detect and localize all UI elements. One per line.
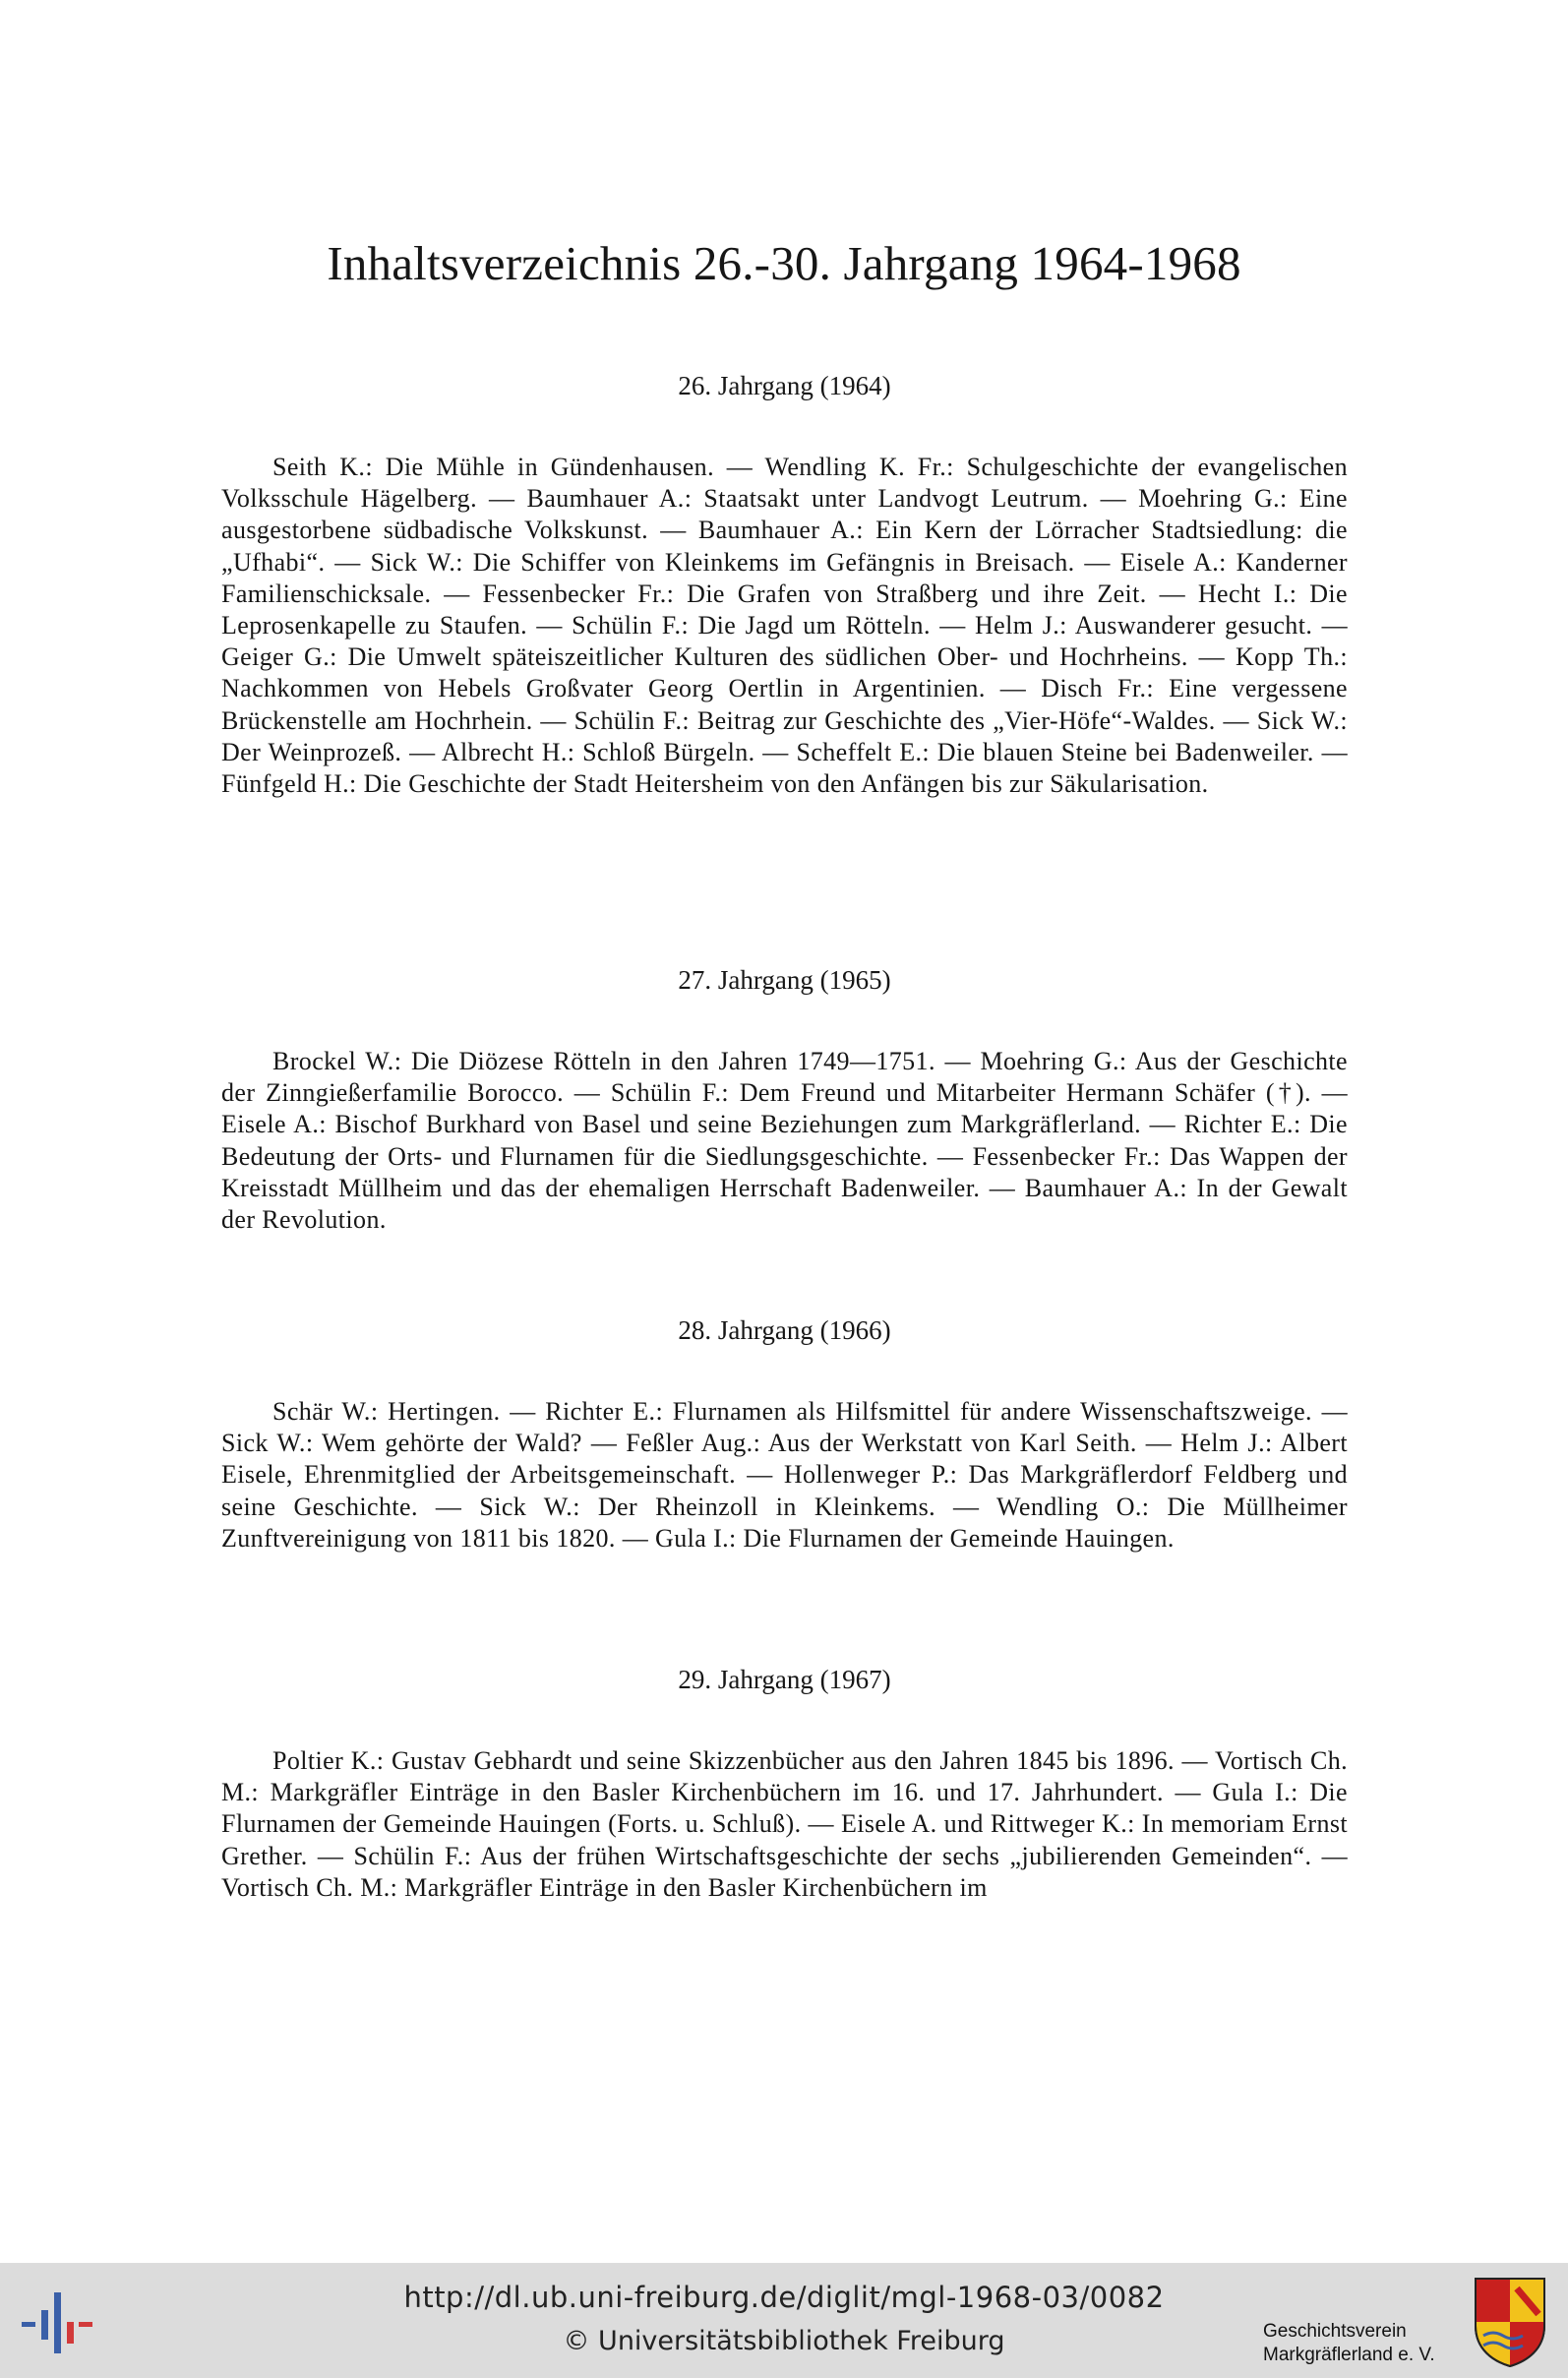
footer-url-link[interactable]: http://dl.ub.uni-freiburg.de/diglit/mgl-1968-03/0082 bbox=[403, 2281, 1165, 2314]
section-heading: 28. Jahrgang (1966) bbox=[678, 1315, 891, 1345]
section-text: Seith K.: Die Mühle in Gündenhausen. — Wendling K. Fr.: Schulgeschichte der evangelischen Volksschule Hägelberg. — Baumhauer A.: Staatsakt unter Landvogt Leutrum. — Moehring G.: Eine ausgestorbene südbadische Volkskunst. — Baumhauer A.: Ein Kern der Lörracher Stadtsiedlung: die „Ufhabi“. — Sick W.: Die Schiffer von Kleinkems im Gefängnis in Breisach. — Eisele A.: Kanderner Familienschicksale. — Fessenbecker Fr.: Die Grafen von Straßberg und ihre Zeit. — Hecht I.: Die Leprosenkapelle zu Staufen. — Schülin F.: Die Jagd um Rötteln. — Helm J.: Auswanderer gesucht. — Geiger G.: Die Umwelt späteiszeitlicher Kulturen des südlichen Ober- und Hochrheins. — Kopp Th.: Nachkommen von Hebels Großvater Georg Oertlin in Argentinien. — Disch Fr.: Eine vergessene Brückenstelle am Hochrhein. — Schülin F.: Beitrag zur Geschichte des „Vier-Höfe“-Waldes. — Sick W.: Der Weinprozeß. — Albrecht H.: Schloß Bürgeln. — Scheffelt E.: Die blauen Steine bei Badenweiler. — Fünfgeld H.: Die Geschichte der Stadt Heitersheim von den Anfängen bis zur Säkularisation. bbox=[221, 453, 1348, 799]
section-29 bbox=[221, 1660, 1348, 1904]
section-heading: 29. Jahrgang (1967) bbox=[678, 1665, 891, 1694]
section-heading: 27. Jahrgang (1965) bbox=[678, 965, 891, 995]
section-text: Schär W.: Hertingen. — Richter E.: Flurnamen als Hilfsmittel für andere Wissenschaftszweige. — Sick W.: Wem gehörte der Wald? — Feßler Aug.: Aus der Werkstatt von Karl Seith. — Helm J.: Albert Eisele, Ehrenmitglied der Arbeitsgemeinschaft. — Hollenweger P.: Das Markgräflerdorf Feldberg und seine Geschichte. — Sick W.: Der Rheinzoll in Kleinkems. — Wendling O.: Die Müllheimer Zunftvereinigung von 1811 bis 1820. — Gula I.: Die Flurnamen der Gemeinde Hauingen. bbox=[221, 1397, 1348, 1553]
section-heading: 26. Jahrgang (1964) bbox=[678, 371, 891, 400]
footer-copyright: © Universitätsbibliothek Freiburg bbox=[563, 2326, 1005, 2356]
society-name-line2: Markgräflerland e. V. bbox=[1263, 2345, 1435, 2365]
page-title: Inhaltsverzeichnis 26.-30. Jahrgang 1964-1968 bbox=[327, 236, 1241, 290]
section-text: Poltier K.: Gustav Gebhardt und seine Skizzenbücher aus den Jahren 1845 bis 1896. — Vortisch Ch. M.: Markgräfler Einträge in den Basler Kirchenbüchern im 16. und 17. Jahrhundert. — Gula I.: Die Flurnamen der Gemeinde Hauingen (Forts. u. Schluß). — Eisele A. und Rittweger K.: In memoriam Ernst Grether. — Schülin F.: Aus der frühen Wirtschaftsgeschichte der sechs „jubilierenden Gemeinden“. — Vortisch Ch. M.: Markgräfler Einträge in den Basler Kirchenbüchern im bbox=[221, 1746, 1348, 1902]
society-name-line1: Geschichtsverein bbox=[1263, 2321, 1407, 2342]
footer-bar bbox=[0, 2263, 1568, 2378]
section-text: Brockel W.: Die Diözese Rötteln in den Jahren 1749—1751. — Moehring G.: Aus der Geschichte der Zinngießerfamilie Borocco. — Schülin F.: Dem Freund und Mitarbeiter Hermann Schäfer (†). — Eisele A.: Bischof Burkhard von Basel und seine Beziehungen zum Markgräflerland. — Richter E.: Die Bedeutung der Orts- und Flurnamen für die Siedlungsgeschichte. — Fessenbecker Fr.: Das Wappen der Kreisstadt Müllheim und das der ehemaligen Herrschaft Badenweiler. — Baumhauer A.: In der Gewalt der Revolution. bbox=[221, 1047, 1348, 1235]
section-27 bbox=[221, 960, 1348, 1236]
coat-of-arms-icon bbox=[1472, 2275, 1548, 2369]
section-28 bbox=[221, 1311, 1348, 1555]
section-26 bbox=[221, 366, 1348, 800]
society-name bbox=[1263, 2320, 1472, 2367]
